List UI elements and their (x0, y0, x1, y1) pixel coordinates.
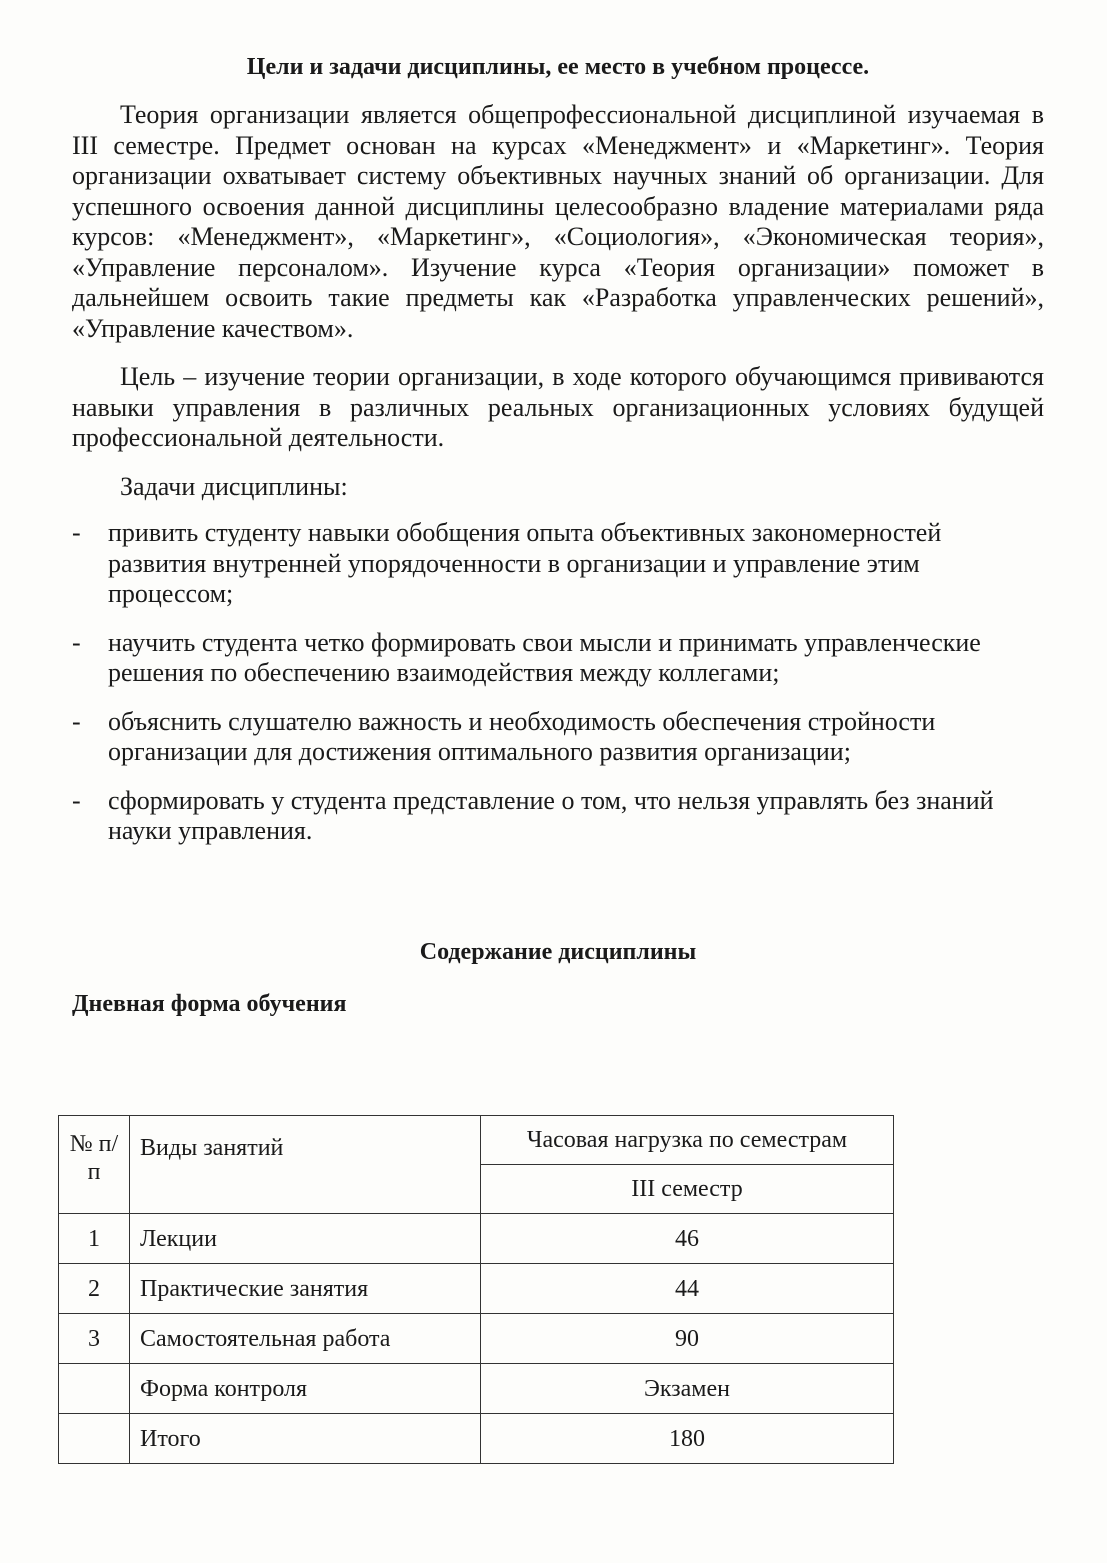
table-header-row (59, 1116, 894, 1165)
row-value: 180 (481, 1414, 894, 1464)
row-num (59, 1364, 130, 1414)
row-kind: Форма контроля (130, 1364, 481, 1414)
header-semester: III семестр (481, 1165, 894, 1214)
form-title: Дневная форма обучения (72, 990, 347, 1017)
intro-paragraph: Теория организации является общепрофессиональной дисциплиной изучаемая в III семестре. Предмет основан на курсах «Менеджмент» и «Маркетинг». Теория организации охватывает систему объективных научных знаний об организации. Для успешного освоения данной дисциплины целесообразно владение материалами ряда курсов: «Менеджмент», «Маркетинг», «Социология», «Экономическая теория», «Управление персоналом». Изучение курса «Теория организации» поможет в дальнейшем освоить такие предметы как «Разработка управленческих решений», «Управление качеством». (72, 100, 1044, 343)
header-kind: Виды занятий (130, 1116, 481, 1214)
row-kind: Лекции (130, 1214, 481, 1264)
tasks-heading: Задачи дисциплины: (120, 471, 348, 501)
table-row (59, 1414, 894, 1464)
row-value: Экзамен (481, 1364, 894, 1414)
row-num: 2 (59, 1264, 130, 1314)
goal-paragraph: Цель – изучение теории организации, в ходе которого обучающимся прививаются навыки управления в различных реальных организационных условиях будущей профессиональной деятельности. (72, 362, 1044, 452)
task-text: привить студенту навыки обобщения опыта объективных закономерностей развития внутренней упорядоченности в организации и управление этим процессом; (108, 518, 942, 608)
list-dash: - (72, 785, 81, 815)
task-text: научить студента четко формировать свои мысли и принимать управленческие решения по обеспечению взаимодействия между коллегами; (108, 627, 981, 687)
list-item (72, 707, 1044, 768)
list-item (72, 786, 1044, 847)
table-row (59, 1214, 894, 1264)
table-row (59, 1364, 894, 1414)
hours-table (58, 1115, 894, 1464)
row-value: 46 (481, 1214, 894, 1264)
document-title: Цели и задачи дисциплины, ее место в учебном процессе. (246, 54, 870, 80)
row-value: 90 (481, 1314, 894, 1364)
section-title: Содержание дисциплины (419, 938, 697, 965)
list-item (72, 628, 1044, 689)
table-row (59, 1264, 894, 1314)
row-num (59, 1414, 130, 1464)
row-kind: Итого (130, 1414, 481, 1464)
row-num: 3 (59, 1314, 130, 1364)
row-num: 1 (59, 1214, 130, 1264)
task-text: сформировать у студента представление о том, что нельзя управлять без знаний науки управления. (108, 785, 994, 845)
list-dash: - (72, 706, 81, 736)
task-text: объяснить слушателю важность и необходимость обеспечения стройности организации для достижения оптимального развития организации; (108, 706, 936, 766)
row-kind: Практические занятия (130, 1264, 481, 1314)
header-hours: Часовая нагрузка по семестрам (481, 1116, 894, 1165)
document-page (72, 52, 1044, 1065)
table-row (59, 1314, 894, 1364)
row-kind: Самостоятельная работа (130, 1314, 481, 1364)
list-dash: - (72, 627, 81, 657)
row-value: 44 (481, 1264, 894, 1314)
header-num: № п/п (59, 1116, 130, 1214)
task-list (72, 518, 1044, 847)
list-dash: - (72, 518, 81, 547)
list-item (72, 518, 1044, 610)
